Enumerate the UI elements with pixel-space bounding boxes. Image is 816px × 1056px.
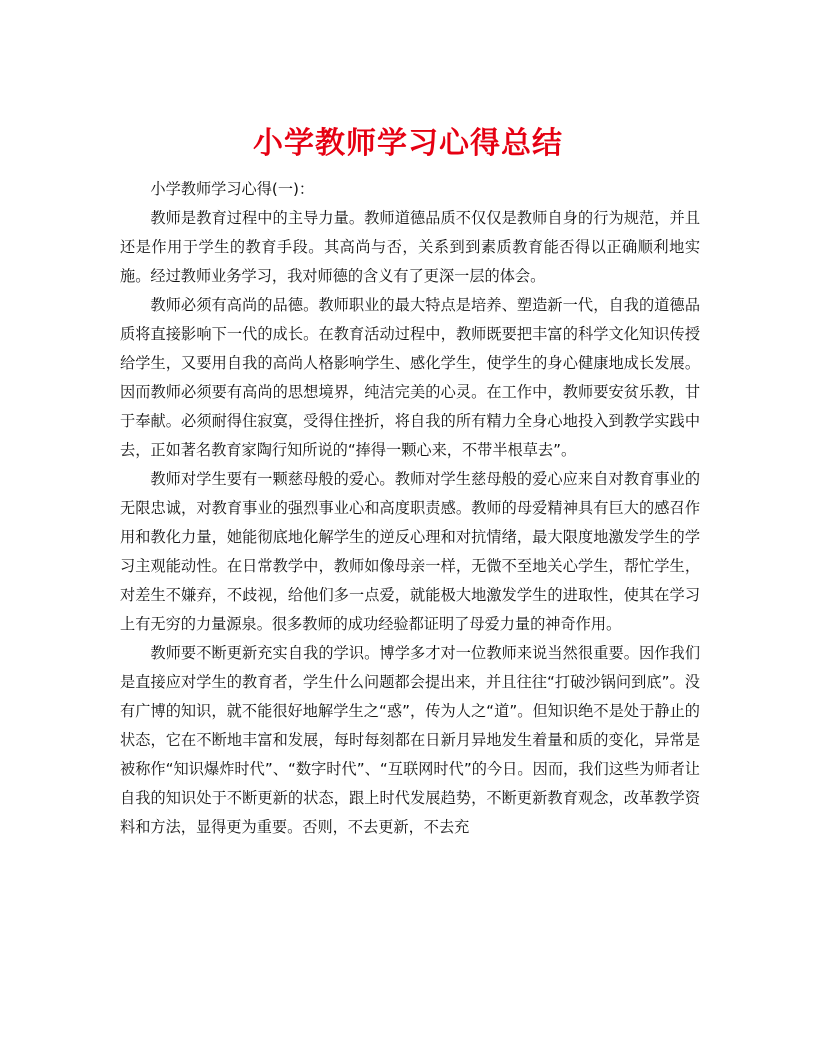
paragraph: 教师必须有高尚的品德。教师职业的最大特点是培养、塑造新一代，自我的道德品质将直接影响下一代的成长。在教育活动过程中，教师既要把丰富的科学文化知识传授给学生，又要用自我的高尚人格影响学生、感化学生，使学生的身心健康地成长发展。因而教师必须要有高尚的思想境界，纯洁完美的心灵。在工作中，教师要安贫乐教，甘于奉献。必须耐得住寂寞，受得住挫折，将自我的所有精力全身心地投入到教学实践中去，正如著名教育家陶行知所说的“捧得一颗心来，不带半根草去”。	[120, 296, 700, 459]
document-body	[120, 175, 700, 842]
document-title: 小学教师学习心得总结	[253, 126, 563, 162]
paragraph: 教师是教育过程中的主导力量。教师道德品质不仅仅是教师自身的行为规范，并且还是作用于学生的教育手段。其高尚与否，关系到到素质教育能否得以正确顺利地实施。经过教师业务学习，我对师德的含义有了更深一层的体会。	[120, 209, 700, 285]
section-heading: 小学教师学习心得(一)：	[150, 180, 315, 198]
paragraph: 教师对学生要有一颗慈母般的爱心。教师对学生慈母般的爱心应来自对教育事业的无限忠诚，对教育事业的强烈事业心和高度职责感。教师的母爱精神具有巨大的感召作用和教化力量，她能彻底地化解学生的逆反心理和对抗情绪，最大限度地激发学生的学习主观能动性。在日常教学中，教师如像母亲一样，无微不至地关心学生，帮忙学生，对差生不嫌弃，不歧视，给他们多一点爱，就能极大地激发学生的进取性，使其在学习上有无穷的力量源泉。很多教师的成功经验都证明了母爱力量的神奇作用。	[120, 470, 700, 633]
paragraph: 教师要不断更新充实自我的学识。博学多才对一位教师来说当然很重要。因作我们是直接应对学生的教育者，学生什么问题都会提出来，并且往往“打破沙锅问到底”。没有广博的知识，就不能很好地解学生之“惑”，传为人之“道”。但知识绝不是处于静止的状态，它在不断地丰富和发展，每时每刻都在日新月异地发生着量和质的变化，异常是被称作“知识爆炸时代”、“数字时代”、“互联网时代”的今日。因而，我们这些为师者让自我的知识处于不断更新的状态，跟上时代发展趋势，不断更新教育观念，改革教学资料和方法，显得更为重要。否则，不去更新，不去充	[120, 644, 700, 836]
